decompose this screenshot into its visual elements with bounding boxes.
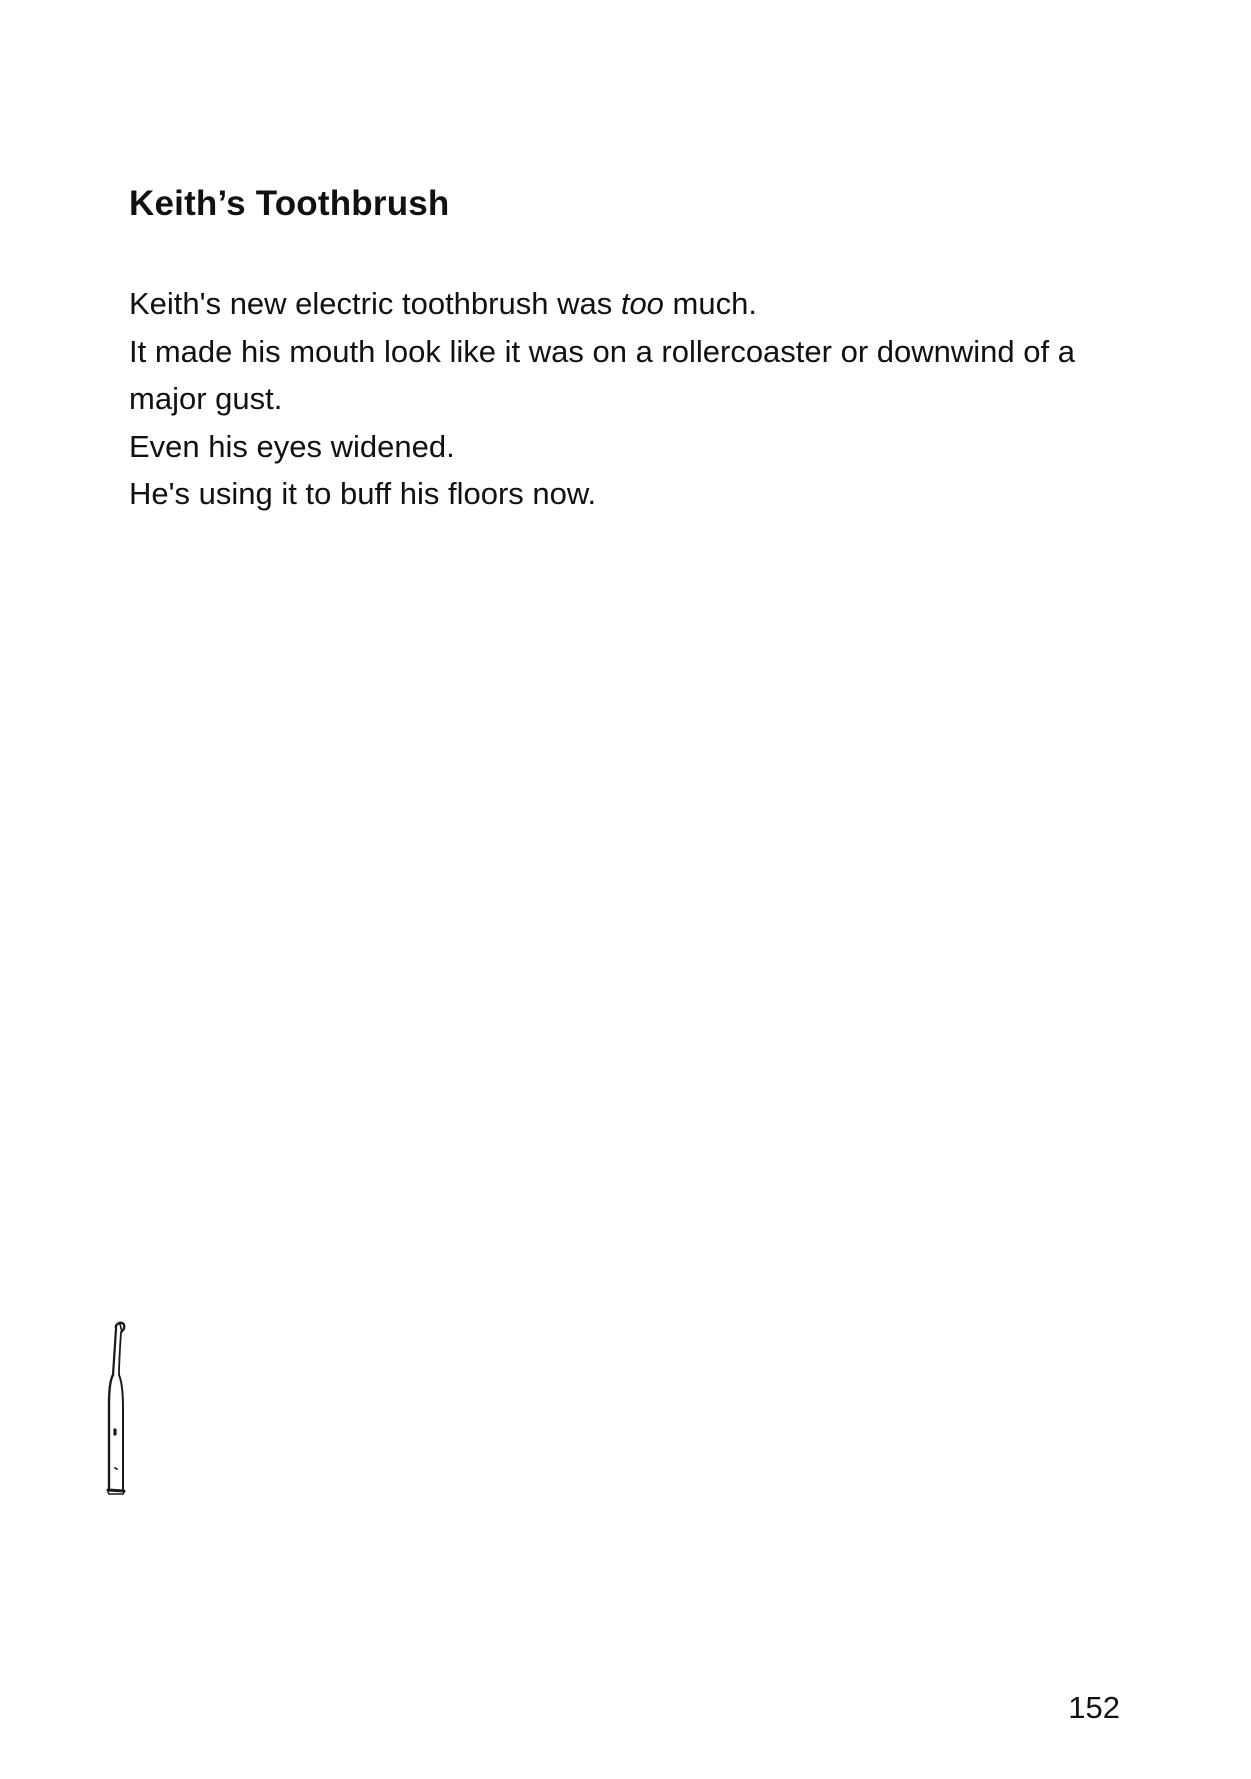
story-line-2: It made his mouth look like it was on a rollercoaster or downwind of a major gust. <box>129 333 1075 416</box>
line-1-before: Keith's new electric toothbrush was <box>129 286 621 321</box>
page-number: 152 <box>1068 1690 1120 1725</box>
story-title: Keith’s Toothbrush <box>129 184 450 223</box>
line-1-after: much. <box>663 286 757 321</box>
story-line-1 <box>129 280 1139 328</box>
story-line-3: Even his eyes widened. <box>129 428 455 464</box>
story-line-4: He's using it to buff his floors now. <box>129 476 597 511</box>
electric-toothbrush-sketch <box>100 1320 140 1500</box>
story-body <box>129 280 1139 518</box>
line-1-emphasis: too <box>620 286 664 321</box>
